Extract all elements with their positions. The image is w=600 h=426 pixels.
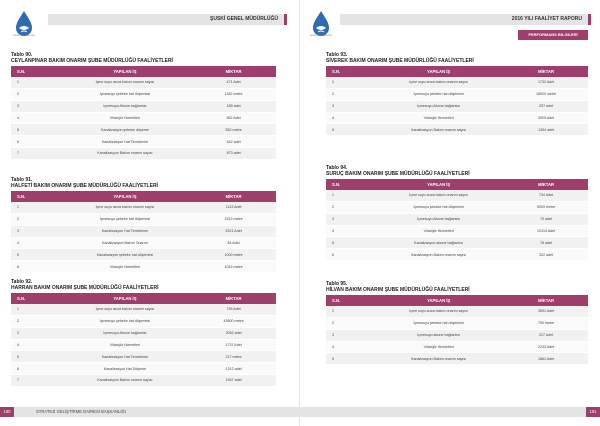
cell-job: İçmesuyu şebeke hat döşemesi	[59, 88, 192, 100]
page-footer	[300, 407, 586, 417]
cell-amount: 1182 metre	[191, 88, 276, 100]
table-number: Tablo 95.	[326, 281, 348, 287]
data-table	[11, 191, 276, 273]
table-title: HARRAN BAKIM ONARIM ŞUBE MÜDÜRLÜĞÜ FAALİYETLERİ	[11, 284, 159, 291]
cell-sn: 5	[326, 237, 373, 249]
table-row	[326, 88, 588, 100]
table-header-row	[326, 179, 588, 190]
cell-sn: 2	[11, 213, 59, 225]
table-row	[11, 374, 276, 386]
table-row	[326, 237, 588, 249]
logo-text: ŞUSKİ	[19, 31, 29, 35]
table-row	[326, 77, 588, 89]
table-row	[11, 315, 276, 327]
cell-amount: 322 adet	[504, 249, 588, 261]
table-title: SURUÇ BAKIM ONARIM ŞUBE MÜDÜRLÜĞÜ FAALİYETLERİ	[326, 170, 470, 177]
cell-amount: 5321 Adet	[191, 225, 276, 237]
column-header-job: YAPILAN İŞ	[373, 179, 504, 190]
cell-sn: 1	[11, 77, 59, 89]
cell-sn: 6	[11, 363, 59, 375]
table-row	[11, 136, 276, 148]
cell-sn: 2	[11, 88, 59, 100]
table-row	[11, 77, 276, 89]
cell-sn: 2	[326, 201, 373, 213]
cell-job: İçmesuyu abone bağlantısı	[373, 329, 504, 341]
table-number: Tablo 90.	[11, 52, 33, 58]
cell-amount: 471 Adet	[191, 77, 276, 89]
table-number: Tablo 92.	[11, 279, 33, 285]
cell-job: Kanalizasyon Bakım onarım sayısı	[373, 249, 504, 261]
table-row	[326, 112, 588, 124]
cell-amount: 217 metre	[191, 351, 276, 363]
table-row	[11, 363, 276, 375]
table-title: CEYLANPINAR BAKIM ONARIM ŞUBE MÜDÜRLÜĞÜ FAALİYETLERİ	[11, 57, 173, 64]
cell-job: Kanalizasyon abone bağlantısı	[373, 237, 504, 249]
table-row	[326, 306, 588, 318]
cell-job: Kanalizasyon şebeke döşeme	[59, 124, 192, 136]
column-header-sn: S.N.	[326, 295, 373, 306]
table-row	[11, 249, 276, 261]
cell-amount: 1212 adet	[191, 363, 276, 375]
footer-text: STRATEJİ GELİŞTİRME DAİRESİ BAŞKANLIĞI	[36, 409, 126, 414]
cell-sn: 3	[11, 225, 59, 237]
table-row	[11, 213, 276, 225]
cell-job: İçme suyu arıza bakım onarım sayısı	[373, 77, 504, 89]
column-header-job: YAPILAN İŞ	[59, 66, 192, 77]
cell-job: İçmesuyu şebeke hat döşemesi	[373, 88, 504, 100]
cell-amount: 185 adet	[191, 100, 276, 112]
table-row	[11, 339, 276, 351]
cell-sn: 4	[326, 225, 373, 237]
cell-sn: 4	[11, 237, 59, 249]
table-row	[11, 124, 276, 136]
table-block-92	[11, 280, 276, 387]
table-block-93	[326, 53, 588, 136]
cell-job: İçmesuyu şebeke hat döşemesi	[373, 201, 504, 213]
cell-job: Vidanjör Hizmetleri	[373, 225, 504, 237]
table-row	[11, 225, 276, 237]
table-row	[11, 202, 276, 214]
cell-job: İçmesuyu Abone bağlantısı	[59, 100, 192, 112]
cell-amount: 1737 Adet	[191, 339, 276, 351]
column-header-amount: MİKTAR	[191, 293, 276, 304]
cell-amount: 1000 metre	[191, 249, 276, 261]
cell-job: İçmesuyu Abone bağlantısı	[373, 100, 504, 112]
cell-amount: 1512 metre	[191, 213, 276, 225]
cell-sn: 7	[11, 374, 59, 386]
data-table	[326, 66, 588, 136]
cell-amount: 552 metre	[191, 124, 276, 136]
column-header-sn: S.N.	[326, 179, 373, 190]
cell-sn: 2	[11, 315, 59, 327]
cell-job: İçmesuyu şebeke hat döşemesi	[373, 317, 504, 329]
cell-amount: 257 adet	[504, 100, 588, 112]
cell-sn: 1	[11, 202, 59, 214]
right-page	[300, 0, 600, 426]
cell-job: Kanalizasyon Hat Temizleme	[59, 225, 192, 237]
table-row	[11, 237, 276, 249]
table-row	[11, 147, 276, 159]
table-row	[11, 327, 276, 339]
header-accent	[588, 14, 591, 25]
cell-job: İçmesuyu Abone bağlantısı	[373, 213, 504, 225]
cell-job: Vidanjör Hizmetleri	[373, 341, 504, 353]
table-row	[11, 351, 276, 363]
cell-sn: 5	[326, 353, 373, 365]
cell-amount: 227 Adet	[504, 329, 588, 341]
logo-subtext: GENEL MÜDÜRLÜĞÜ	[12, 35, 36, 37]
cell-job: Kanalizasyon Bakım onarım sayısı	[59, 374, 192, 386]
page-footer	[14, 407, 299, 417]
column-header-amount: MİKTAR	[191, 191, 276, 202]
table-row	[11, 261, 276, 273]
cell-job: İçme suyu arıza bakım onarım sayısı	[59, 202, 192, 214]
table-header-row	[11, 66, 276, 77]
table-header-row	[11, 191, 276, 202]
table-row	[326, 341, 588, 353]
cell-amount: 2233 Adet	[504, 341, 588, 353]
cell-sn: 3	[326, 329, 373, 341]
table-row	[11, 304, 276, 316]
cell-amount: 3925 Adet	[504, 112, 588, 124]
column-header-sn: S.N.	[326, 66, 373, 77]
cell-sn: 5	[326, 124, 373, 136]
column-header-job: YAPILAN İŞ	[59, 191, 192, 202]
cell-sn: 3	[326, 213, 373, 225]
column-header-amount: MİKTAR	[504, 66, 588, 77]
column-header-job: YAPILAN İŞ	[373, 66, 504, 77]
cell-job: İçmesuyu şebeke hat döşemesi	[59, 315, 192, 327]
cell-sn: 1	[326, 190, 373, 202]
table-row	[326, 124, 588, 136]
logo-subtext: GENEL MÜDÜRLÜĞÜ	[309, 35, 333, 37]
column-header-sn: S.N.	[11, 191, 59, 202]
column-header-sn: S.N.	[11, 66, 59, 77]
cell-sn: 4	[11, 112, 59, 124]
header-accent	[284, 14, 287, 25]
cell-job: Kanalizasyon Bakım Onarım	[59, 237, 192, 249]
cell-job: Kanalizasyon Bakım onarım sayısı	[59, 147, 192, 159]
page-header	[48, 14, 284, 25]
cell-job: İçme suyu arıza bakım onarım sayısı	[59, 304, 192, 316]
cell-job: Vidanjör Hizmetleri	[59, 261, 192, 273]
cell-amount: 750 metre	[504, 317, 588, 329]
table-title: SİVEREK BAKIM ONARIM ŞUBE MÜDÜRLÜĞÜ FAALİYETLERİ	[326, 57, 474, 64]
cell-sn: 5	[11, 124, 59, 136]
header-title: ŞUSKİ GENEL MÜDÜRLÜĞÜ	[210, 16, 278, 22]
cell-amount: 12414 Adet	[504, 225, 588, 237]
cell-job: Kanalizasyon şebeke hat döşemesi	[59, 249, 192, 261]
table-block-94	[326, 166, 588, 261]
table-row	[326, 249, 588, 261]
cell-sn: 5	[11, 249, 59, 261]
table-row	[326, 100, 588, 112]
cell-job: İçmesuyu Abone bağlantısı	[59, 327, 192, 339]
page-number: 190	[0, 407, 14, 417]
cell-amount: 3591 Adet	[504, 306, 588, 318]
cell-amount: 734 Adet	[504, 190, 588, 202]
cell-job: Kanalizasyon Hat Temizleme	[59, 351, 192, 363]
cell-job: İçme suyu arıza bakım onarım sayısı	[373, 306, 504, 318]
table-number: Tablo 91.	[11, 177, 33, 183]
table-header-row	[11, 293, 276, 304]
cell-amount: 873 adet	[191, 147, 276, 159]
cell-sn: 1	[11, 304, 59, 316]
data-table	[326, 295, 588, 365]
page-number: 191	[586, 407, 600, 417]
cell-amount: 1861 Adet	[504, 353, 588, 365]
cell-sn: 2	[326, 88, 373, 100]
cell-sn: 3	[11, 327, 59, 339]
cell-sn: 1	[326, 77, 373, 89]
cell-amount: 1354 adet	[504, 124, 588, 136]
section-tab: PERFORMANS BİLGİLERİ	[518, 30, 588, 40]
table-row	[326, 190, 588, 202]
table-title: HALFETİ BAKIM ONARIM ŞUBE MÜDÜRLÜĞÜ FAALİYETLERİ	[11, 182, 158, 189]
table-title: HİLVAN BAKIM ONARIM ŞUBE MÜDÜRLÜĞÜ FAALİYETLERİ	[326, 286, 470, 293]
cell-sn: 1	[326, 306, 373, 318]
table-row	[326, 225, 588, 237]
table-block-90	[11, 53, 276, 160]
column-header-amount: MİKTAR	[191, 66, 276, 77]
table-row	[326, 213, 588, 225]
cell-job: İçmesuyu şebeke hat döşemesi	[59, 213, 192, 225]
cell-job: Vidanjör Hizmetleri	[59, 339, 192, 351]
cell-amount: 862 Adet	[191, 112, 276, 124]
cell-sn: 4	[326, 341, 373, 353]
cell-amount: 795 Adet	[191, 304, 276, 316]
cell-job: Kanalizasyon Hat Döşeme	[59, 363, 192, 375]
cell-amount: 5000 metre	[504, 201, 588, 213]
cell-amount: 18920 metre	[504, 88, 588, 100]
column-header-job: YAPILAN İŞ	[373, 295, 504, 306]
cell-sn: 5	[11, 351, 59, 363]
cell-sn: 6	[11, 136, 59, 148]
cell-amount: 43800 metre	[191, 315, 276, 327]
cell-amount: 3052 adet	[191, 327, 276, 339]
table-row	[326, 317, 588, 329]
header-title: 2016 YILI FAALİYET RAPORU	[511, 16, 582, 22]
cell-job: İçme suyu arıza bakım onarım sayısı	[373, 190, 504, 202]
cell-sn: 4	[326, 112, 373, 124]
logo-text: ŞUSKİ	[316, 31, 326, 35]
table-header-row	[326, 66, 588, 77]
cell-sn: 3	[326, 100, 373, 112]
table-row	[326, 201, 588, 213]
column-header-job: YAPILAN İŞ	[59, 293, 192, 304]
table-number: Tablo 93.	[326, 52, 348, 58]
table-block-95	[326, 282, 588, 365]
cell-sn: 3	[11, 100, 59, 112]
cell-sn: 4	[11, 339, 59, 351]
column-header-amount: MİKTAR	[504, 179, 588, 190]
data-table	[11, 66, 276, 160]
cell-amount: 76 adet	[504, 237, 588, 249]
cell-amount: 1143 Adet	[191, 202, 276, 214]
column-header-amount: MİKTAR	[504, 295, 588, 306]
cell-amount: 70 adet	[504, 213, 588, 225]
cell-sn: 2	[326, 317, 373, 329]
cell-amount: 1042 metre	[191, 261, 276, 273]
cell-job: Kanalizasyon Bakım onarım sayısı	[373, 353, 504, 365]
page-header	[340, 14, 588, 25]
cell-job: İçme suyu arıza bakım onarım sayısı	[59, 77, 192, 89]
data-table	[326, 179, 588, 261]
cell-amount: 84 Adet	[191, 237, 276, 249]
table-row	[326, 329, 588, 341]
table-row	[11, 112, 276, 124]
cell-job: Vidanjör Hizmetleri	[59, 112, 192, 124]
cell-job: Kanalizasyon Bakım onarım sayısı	[373, 124, 504, 136]
data-table	[11, 293, 276, 387]
table-row	[11, 100, 276, 112]
cell-amount: 1732 Adet	[504, 77, 588, 89]
table-block-91	[11, 178, 276, 273]
column-header-sn: S.N.	[11, 293, 59, 304]
table-number: Tablo 94.	[326, 165, 348, 171]
cell-job: Kanalizasyon Hat Temizleme	[59, 136, 192, 148]
cell-sn: 6	[11, 261, 59, 273]
table-row	[11, 88, 276, 100]
table-row	[326, 353, 588, 365]
cell-sn: 6	[326, 249, 373, 261]
cell-amount: 1947 adet	[191, 374, 276, 386]
table-header-row	[326, 295, 588, 306]
cell-sn: 7	[11, 147, 59, 159]
cell-job: Vidanjör Hizmetleri	[373, 112, 504, 124]
cell-amount: 842 adet	[191, 136, 276, 148]
